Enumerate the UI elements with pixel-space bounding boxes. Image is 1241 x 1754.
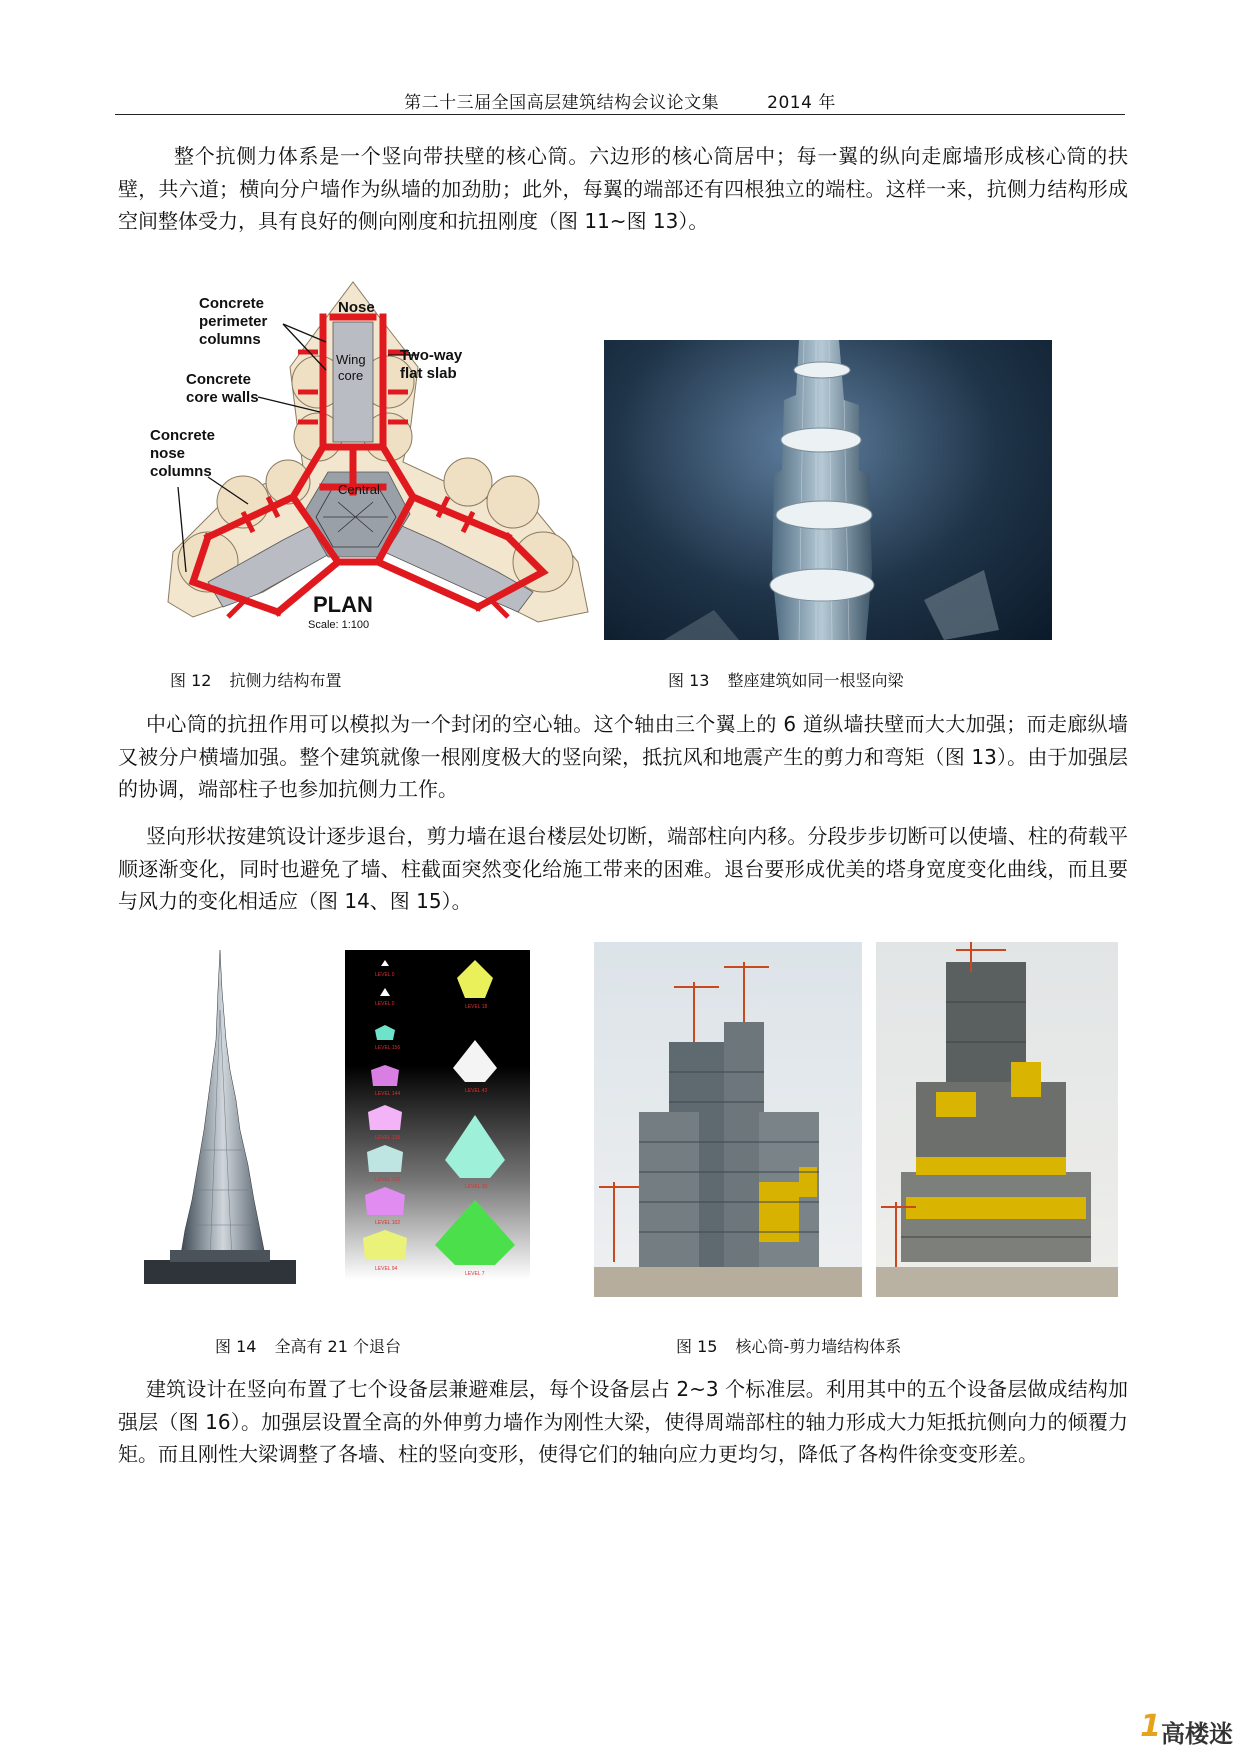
construction-photo-2 — [876, 942, 1118, 1297]
label-nose-columns-2: nose — [150, 445, 186, 462]
figure-14-tower — [140, 950, 300, 1295]
label-core-walls-2: core walls — [186, 389, 259, 406]
label-two-way-2: flat slab — [400, 365, 457, 382]
paragraph-1: 整个抗侧力体系是一个竖向带扶壁的核心筒。六边形的核心筒居中；每一翼的纵向走廊墙形成核心筒的扶壁，共六道；横向分户墙作为纵墙的加劲肋；此外，每翼的端部还有四根独立的端柱。这样一来，抗侧力结构形成空间整体受力，具有良好的侧向刚度和抗扭刚度（图 11~图 13）。 — [118, 144, 1128, 233]
caption-fig12 — [170, 668, 341, 691]
label-nose-columns-1: Concrete — [150, 427, 216, 444]
level-left-3: LEVEL 156 — [375, 1045, 401, 1051]
label-perimeter-3: columns — [199, 331, 261, 348]
paragraph-4: 建筑设计在竖向布置了七个设备层兼避难层，每个设备层占 2~3 个标准层。利用其中的五个设备层做成结构加强层（图 16）。加强层设置全高的外伸剪力墙作为刚性大梁，使得周端部柱的轴力形成大力矩抵抗侧向力的倾覆力矩。而且刚性大梁调整了各墙、柱的竖向变形，使得它们的轴向应力更均匀，降低了各构件徐变变形差。 — [118, 1377, 1128, 1466]
level-left-4: LEVEL 144 — [375, 1091, 401, 1097]
construction-photo-1 — [594, 942, 862, 1297]
levels-diagram — [345, 950, 530, 1280]
label-scale: Scale: 1:100 — [308, 619, 370, 631]
label-wing: Wing — [336, 352, 366, 367]
caption-fig14-num: 图 14 — [215, 1337, 257, 1356]
label-two-way-1: Two-way — [400, 347, 463, 364]
caption-fig13-num: 图 13 — [668, 671, 710, 690]
level-right-4: LEVEL 7 — [465, 1271, 485, 1277]
level-right-1: LEVEL 18 — [465, 1004, 488, 1010]
caption-fig15-text: 核心筒-剪力墙结构体系 — [735, 1337, 902, 1356]
caption-fig12-text: 抗侧力结构布置 — [229, 671, 342, 690]
level-left-5: LEVEL 135 — [375, 1135, 401, 1141]
header-year: 2014 年 — [767, 93, 836, 113]
caption-fig12-num: 图 12 — [170, 671, 212, 690]
caption-fig13-text: 整座建筑如同一根竖向梁 — [727, 671, 904, 690]
label-plan: PLAN — [313, 592, 373, 617]
tower-silhouette — [140, 950, 300, 1295]
caption-fig15 — [676, 1334, 901, 1357]
label-core: core — [338, 368, 364, 383]
paragraph-3: 竖向形状按建筑设计逐步退台，剪力墙在退台楼层处切断，端部柱向内移。分段步步切断可以使墙、柱的荷载平顺逐渐变化，同时也避免了墙、柱截面突然变化给施工带来的困难。退台要形成优美的塔身宽度变化曲线，而且要与风力的变化相适应（图 14、图 15）。 — [118, 824, 1128, 913]
header-rule — [115, 114, 1125, 115]
label-central: Central — [338, 482, 380, 497]
level-left-1: LEVEL 0 — [375, 972, 395, 978]
figure-14-levels — [345, 950, 530, 1280]
figure-15-photo-2 — [876, 942, 1118, 1297]
header-title: 第二十三届全国高层建筑结构会议论文集 — [404, 93, 720, 113]
caption-fig14-text: 全高有 21 个退台 — [274, 1337, 401, 1356]
level-left-2: LEVEL 0 — [375, 1001, 395, 1007]
label-nose: Nose — [338, 299, 375, 316]
logo-one: 1 — [1140, 1709, 1161, 1744]
level-right-2: LEVEL 43 — [465, 1088, 488, 1094]
label-perimeter-2: perimeter — [199, 313, 268, 330]
figure-15-photo-1 — [594, 942, 862, 1297]
level-left-7: LEVEL 102 — [375, 1220, 401, 1226]
caption-fig14 — [215, 1334, 401, 1357]
label-core-walls-1: Concrete — [186, 371, 252, 388]
figure-13-render — [604, 340, 1052, 640]
label-nose-columns-3: columns — [150, 463, 212, 480]
caption-fig13 — [668, 668, 903, 691]
plan-drawing — [148, 272, 593, 652]
level-right-3: LEVEL 30 — [465, 1184, 488, 1190]
caption-fig15-num: 图 15 — [676, 1337, 718, 1356]
logo-text: 高楼迷 — [1161, 1720, 1233, 1748]
site-logo — [1140, 1709, 1233, 1750]
page-header — [115, 88, 1125, 113]
level-left-6: LEVEL 123 — [375, 1177, 401, 1183]
label-perimeter-1: Concrete — [199, 295, 265, 312]
level-left-8: LEVEL 94 — [375, 1266, 398, 1272]
figure-12-plan — [148, 272, 593, 652]
tower-render — [604, 340, 1052, 640]
paragraph-2: 中心筒的抗扭作用可以模拟为一个封闭的空心轴。这个轴由三个翼上的 6 道纵墙扶壁而大大加强；而走廊纵墙又被分户横墙加强。整个建筑就像一根刚度极大的竖向梁，抵抗风和地震产生的剪力和弯矩（图 13）。由于加强层的协调，端部柱子也参加抗侧力工作。 — [118, 712, 1128, 801]
